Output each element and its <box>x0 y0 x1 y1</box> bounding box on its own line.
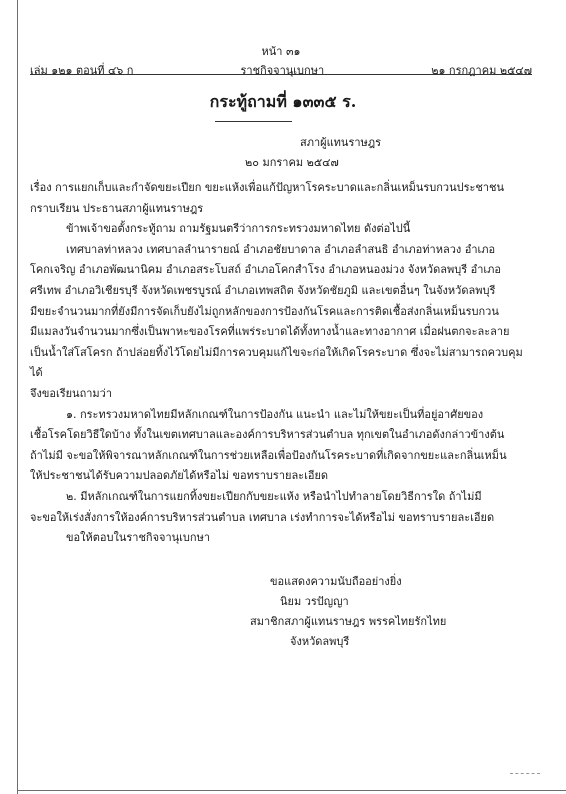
paragraph-line: มีขยะจำนวนมากที่ยังมีการจัดเก็บยังไม่ถูกหลักของการป้องกันโรคและการติดเชื้อส่งกลิ่นเหม็นรบกวน <box>30 304 499 318</box>
signer-position: สมาชิกสภาผู้แทนราษฎร พรรคไทยรักไทย <box>250 615 447 628</box>
paragraph-line: เทศบาลท่าหลวง เทศบาลลำนารายณ์ อำเภอชัยบาดาล อำเภอลำสนธิ อำเภอท่าหลวง อำเภอ <box>66 242 496 256</box>
signer-province: จังหวัดลพบุรี <box>290 635 350 648</box>
page-border-left <box>17 0 18 794</box>
paragraph-line: จึงขอเรียนถามว่า <box>30 386 113 400</box>
page-border-bottom <box>17 790 566 791</box>
title-underline <box>215 121 292 122</box>
signer-name: นิยม วรปัญญา <box>280 595 349 608</box>
paragraph-line: เป็นน้ำใส่โสโครก ถ้าปล่อยทิ้งไว้โดยไม่มีการควบคุมแก้ไขจะก่อให้เกิดโรคระบาด ซึ่งจะไม่สามารถควบคุมได้ <box>30 345 523 380</box>
sender-date: ๒๐ มกราคม ๒๕๔๗ <box>245 156 339 169</box>
sender: สภาผู้แทนราษฎร <box>300 136 382 149</box>
question-1-line: ถ้าไม่มี จะขอให้พิจารณาหลักเกณฑ์ในการช่วยเหลือเพื่อป้องกันโรคระบาดที่เกิดจากขยะและกลิ่นเหม็น <box>30 448 507 462</box>
question-2-line: จะขอให้เร่งสั่งการให้องค์การบริหารส่วนตำบล เทศบาล เร่งทำการจะได้หรือไม่ ขอทราบรายละเอียด <box>30 510 495 524</box>
question-1-line: ให้ประชาชนได้รับความปลอดภัยได้หรือไม่ ขอทราบรายละเอียด <box>30 469 329 483</box>
subject: เรื่อง การแยกเก็บและกำจัดขยะเปียก ขยะแห้งเพื่อแก้ปัญหาโรคระบาดและกลิ่นเหม็นรบกวนประชาชน <box>30 181 505 194</box>
page-number: หน้า ๓๑ <box>261 45 301 58</box>
paragraph-line: โคกเจริญ อำเภอพัฒนานิคม อำเภอสระโบสถ์ อำเภอโคกสำโรง อำเภอหนองม่วง จังหวัดลพบุรี อำเภอ <box>30 263 502 277</box>
header-row <box>30 61 532 79</box>
header-rule <box>30 74 532 75</box>
volume-issue: เล่ม ๑๒๑ ตอนที่ ๔๖ ก <box>30 64 134 77</box>
closing: ขอแสดงความนับถืออย่างยิ่ง <box>270 575 402 588</box>
publication-date: ๒๑ กรกฎาคม ๒๕๔๗ <box>431 64 532 77</box>
document-title: กระทู้ถามที่ ๑๓๓๕ ร. <box>209 92 357 111</box>
publication-name: ราชกิจจานุเบกษา <box>240 64 325 77</box>
salutation: กราบเรียน ประธานสภาผู้แทนราษฎร <box>30 201 204 215</box>
paragraph-line: ศรีเทพ อำเภอวิเชียรบุรี จังหวัดเพชรบูรณ์ อำเภอเทพสถิต จังหวัดชัยภูมิ และเขตอื่นๆ ในจังหวัดลพบุรี <box>30 283 496 297</box>
intro: ข้าพเจ้าขอตั้งกระทู้ถาม ถามรัฐมนตรีว่าการกระทรวงมหาดไทย ดังต่อไปนี้ <box>66 222 411 236</box>
document-body <box>30 178 532 549</box>
question-1-line: ๑. กระทรวงมหาดไทยมีหลักเกณฑ์ในการป้องกัน แนะนำ และไม่ให้ขยะเป็นที่อยู่อาศัยของ <box>66 407 484 421</box>
answer-request: ขอให้ตอบในราชกิจจานุเบกษา <box>66 531 210 545</box>
signature-block <box>250 572 446 652</box>
paragraph-line: มีแมลงวันจำนวนมากซึ่งเป็นพาหะของโรคที่แพร่ระบาดได้ทั้งทางน้ำและทางอากาศ เมื่อฝนตกจะละลาย <box>30 325 510 339</box>
question-2-line: ๒. มีหลักเกณฑ์ในการแยกทิ้งขยะเปียกกับขยะแห้ง หรือนำไปทำลายโดยวิธีการใด ถ้าไม่มี <box>66 489 482 503</box>
scan-artifact <box>510 773 540 774</box>
question-1-line: เชื้อโรคโดยวิธีใดบ้าง ทั้งในเขตเทศบาลและองค์การบริหารส่วนตำบล ทุกเขตในอำเภอดังกล่าวข้างต้น <box>30 428 505 442</box>
